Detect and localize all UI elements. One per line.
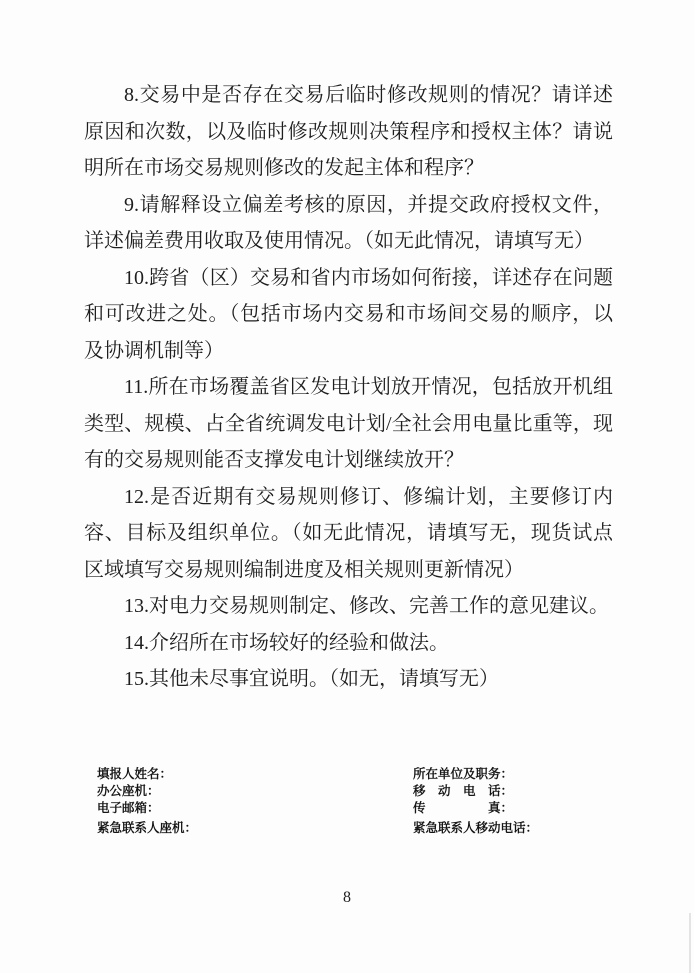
form-label-filler-name: 填报人姓名： bbox=[97, 767, 173, 781]
contact-form bbox=[97, 766, 617, 841]
contact-form-left-column bbox=[97, 766, 197, 837]
form-label-emergency-mobile: 紧急联系人移动电话： bbox=[413, 821, 539, 835]
question-item-11: 11.所在市场覆盖省区发电计划放开情况，包括放开机组类型、规模、占全省统调发电计划/全社会用电量比重等，现有的交易规则能否支撑发电计划继续放开？ bbox=[84, 376, 613, 471]
question-item-15: 15.其他未尽事宜说明。（如无，请填写无） bbox=[124, 668, 499, 690]
scan-edge-artifact bbox=[689, 913, 691, 973]
page-number: 8 bbox=[343, 889, 351, 906]
form-label-office-phone: 办公座机： bbox=[97, 784, 160, 798]
question-item-10: 10.跨省（区）交易和省内市场如何衔接，详述存在问题和可改进之处。（包括市场内交易和市场间交易的顺序，以及协调机制等） bbox=[84, 266, 613, 362]
contact-form-right-column bbox=[413, 766, 538, 837]
questionnaire-items bbox=[84, 77, 613, 698]
form-label-emergency-landline: 紧急联系人座机： bbox=[97, 821, 198, 835]
form-label-unit-and-position: 所在单位及职务： bbox=[413, 767, 514, 781]
question-item-9: 9.请解释设立偏差考核的原因，并提交政府授权文件，详述偏差费用收取及使用情况。（如无此情况，请填写无） bbox=[84, 193, 613, 252]
form-label-fax: 传 真： bbox=[413, 801, 514, 815]
question-item-8: 8.交易中是否存在交易后临时修改规则的情况？请详述原因和次数，以及临时修改规则决策程序和授权主体？请说明所在市场交易规则修改的发起主体和程序？ bbox=[84, 84, 613, 179]
question-item-13: 13.对电力交易规则制定、修改、完善工作的意见建议。 bbox=[124, 595, 609, 617]
form-label-email: 电子邮箱： bbox=[97, 801, 160, 815]
form-label-mobile-phone: 移 动 电 话： bbox=[413, 784, 514, 798]
question-item-14: 14.介绍所在市场较好的经验和做法。 bbox=[124, 631, 449, 654]
question-item-12: 12.是否近期有交易规则修订、修编计划，主要修订内容、目标及组织单位。（如无此情况，请填写无，现货试点区域填写交易规则编制进度及相关规则更新情况） bbox=[84, 485, 613, 581]
